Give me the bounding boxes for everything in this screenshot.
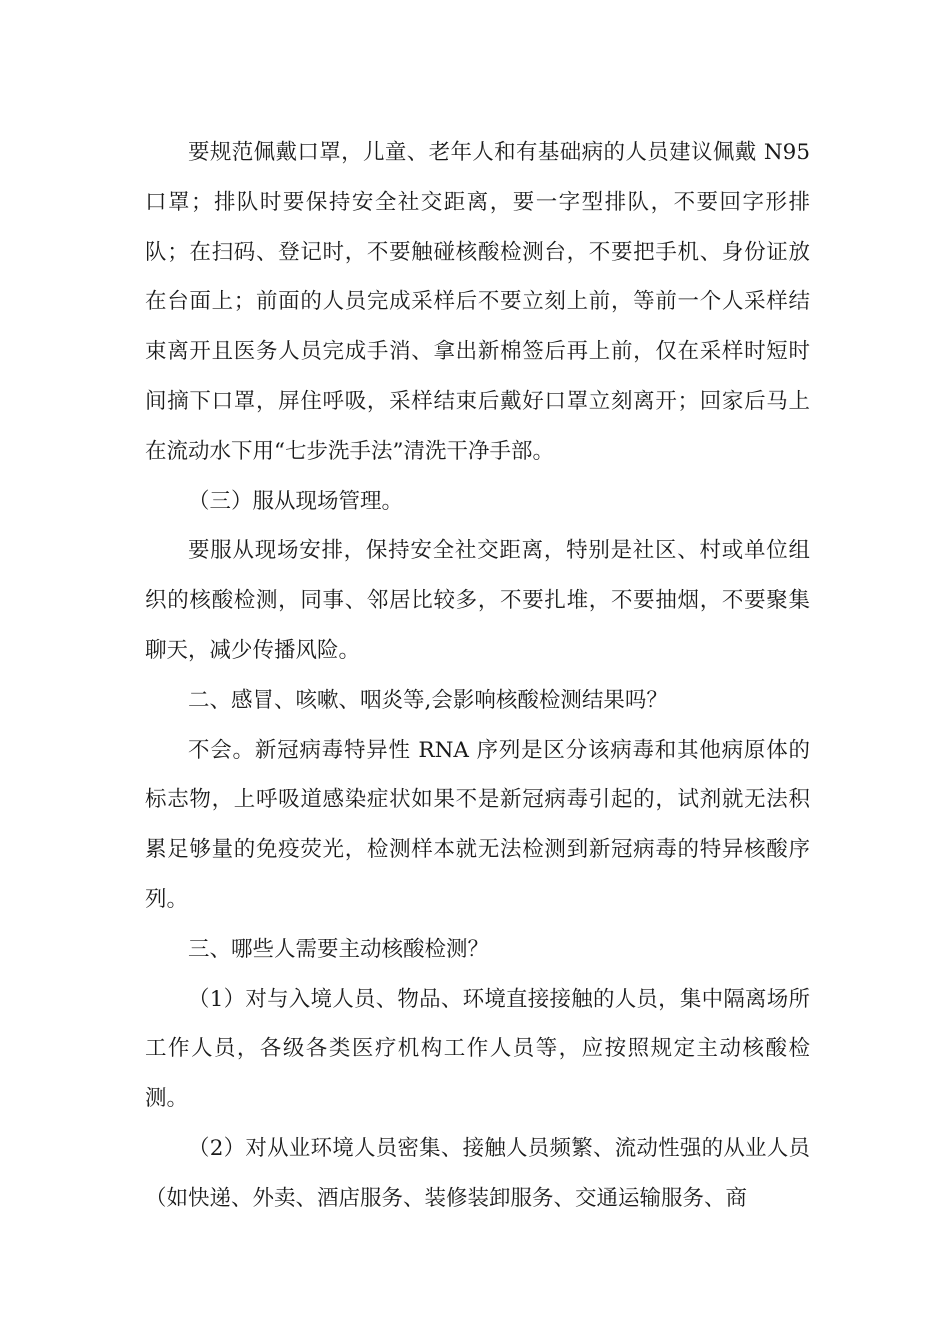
paragraph-item-2: （2）对从业环境人员密集、接触人员频繁、流动性强的从业人员（如快递、外卖、酒店服务、装修装卸服务、交通运输服务、商 [145, 1135, 810, 1211]
paragraph-site-management: 要服从现场安排，保持安全社交距离，特别是社区、村或单位组织的核酸检测，同事、邻居比较多，不要扎堆，不要抽烟，不要聚集聊天，减少传播风险。 [145, 538, 810, 663]
document-body [145, 128, 810, 1224]
paragraph-item-1: （1）对与入境人员、物品、环境直接接触的人员，集中隔离场所工作人员，各级各类医疗机构工作人员等，应按照规定主动核酸检测。 [145, 986, 810, 1112]
section-heading-site-management: （三）服从现场管理。 [188, 488, 404, 514]
paragraph-mask-guidance: 要规范佩戴口罩，儿童、老年人和有基础病的人员建议佩戴 N95 口罩；排队时要保持安全社交距离，要一字型排队，不要回字形排队；在扫码、登记时，不要触碰核酸检测台，不要把手机、身份证放在台面上；前面的人员完成采样后不要立刻上前，等前一个人采样结束离开且医务人员完成手消、拿出新棉签后再上前，仅在采样时短时间摘下口罩，屏住呼吸，采样结束后戴好口罩立刻离开；回家后马上在流动水下用“七步洗手法”清洗干净手部。 [145, 140, 810, 464]
question-heading-cold-cough: 二、感冒、咳嗽、咽炎等,会影响核酸检测结果吗？ [188, 687, 668, 713]
paragraph-cold-cough-answer: 不会。新冠病毒特异性 RNA 序列是区分该病毒和其他病原体的标志物，上呼吸道感染症状如果不是新冠病毒引起的，试剂就无法积累足够量的免疫荧光，检测样本就无法检测到新冠病毒的特异核酸序列。 [145, 737, 810, 912]
question-heading-who-should-test: 三、哪些人需要主动核酸检测？ [188, 936, 490, 962]
